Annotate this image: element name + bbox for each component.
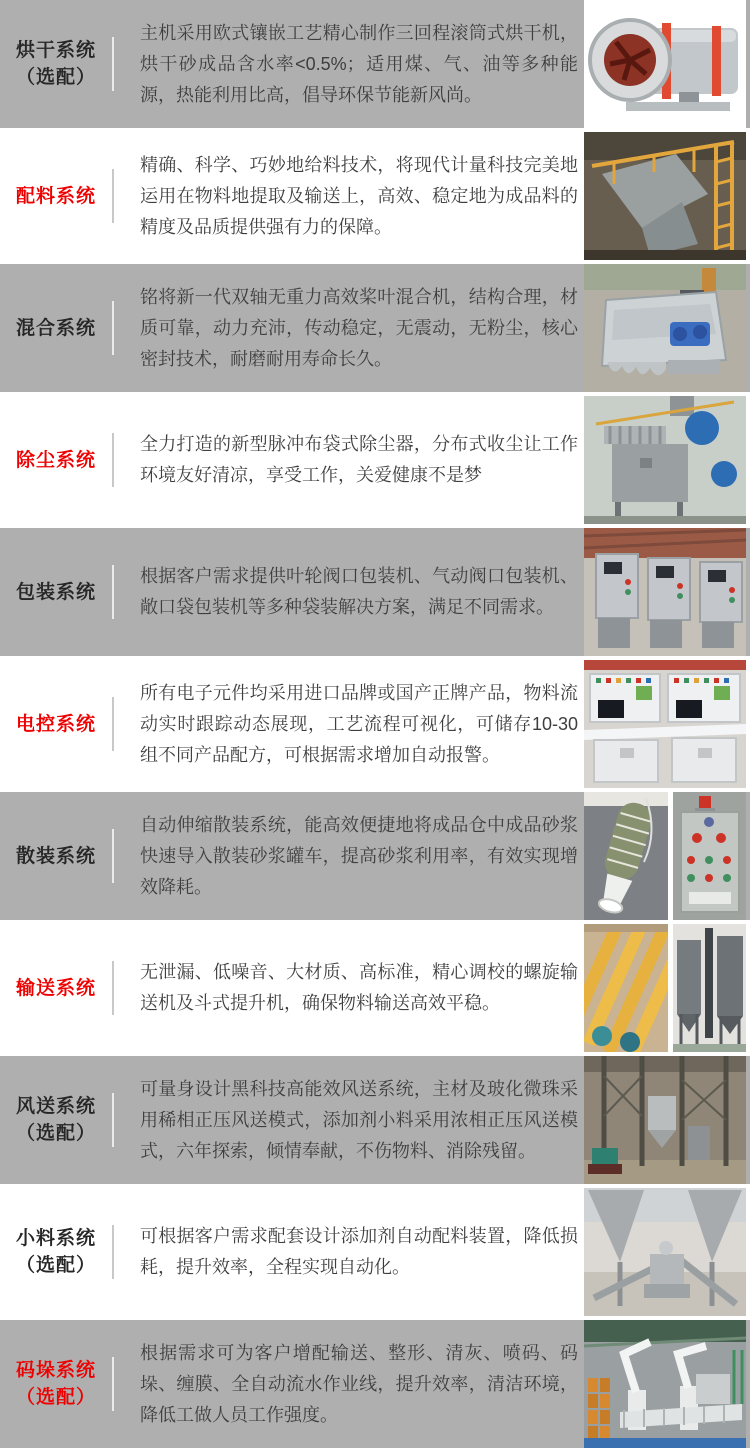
system-title (0, 37, 112, 91)
system-description: 无泄漏、低噪音、大材质、高标准，精心调校的螺旋输送机及斗式提升机，确保物料输送高效平稳。 (140, 962, 578, 1013)
system-title-line1: 码垛系统 (15, 1360, 96, 1381)
system-title-line1: 散装系统 (15, 845, 96, 867)
system-description: 精确、科学、巧妙地给料技术，将现代计量科技完美地运用在物料地提取及输送上，高效、稳定地为成品料的精度及品质提供强有力的保障。 (140, 154, 578, 237)
electric-control-panels-photo (584, 660, 746, 788)
additive-dosing-system-photo (584, 1188, 746, 1316)
pulse-bag-dust-collector-photo (584, 396, 746, 524)
section-bulk-loading-system (0, 792, 750, 920)
system-title-line1: 烘干系统 (15, 40, 96, 61)
batching-system-photo (584, 132, 746, 260)
system-title-line1: 配料系统 (15, 185, 96, 207)
screw-conveyors-photo (584, 924, 668, 1052)
system-title-line1: 包装系统 (15, 581, 96, 603)
system-title (0, 1225, 112, 1279)
system-title-line1: 输送系统 (15, 977, 96, 999)
system-title-line2: （选配） (15, 1387, 96, 1408)
system-title (0, 975, 112, 1002)
telescopic-bulk-loading-chute-photo (584, 792, 668, 920)
system-title (0, 843, 112, 870)
silo-bucket-elevator-photo (673, 924, 746, 1052)
system-description: 自动伸缩散装系统，能高效便捷地将成品仓中成品砂浆快速导入散装砂浆罐车，提高砂浆利用率，有效实现增效降耗。 (140, 814, 578, 897)
section-mixing-system (0, 264, 750, 392)
palletizing-robots-photo (584, 1320, 746, 1448)
system-description: 可量身设计黑科技高能效风送系统，主材及玻化微珠采用稀相正压风送模式，添加剂小料采用浓相正压风送模式，六年探索，倾情奉献，不伤物料、消除残留。 (140, 1078, 578, 1161)
system-description: 主机采用欧式镶嵌工艺精心制作三回程滚筒式烘干机，烘干砂成品含水率<0.5%；适用煤、气、油等多种能源，热能利用比高，倡导环保节能新风尚。 (140, 22, 578, 105)
system-title-line1: 电控系统 (15, 713, 96, 735)
system-description: 铭将新一代双轴无重力高效桨叶混合机，结构合理，材质可靠，动力充沛，传动稳定，无震动，无粉尘，核心密封技术，耐磨耐用寿命长久。 (140, 286, 578, 369)
section-conveying-system (0, 924, 750, 1052)
section-drying-system (0, 0, 750, 128)
system-title (0, 315, 112, 342)
bulk-loading-control-panel-photo (673, 792, 746, 920)
section-palletizing-system (0, 1320, 750, 1448)
system-title-line2: （选配） (15, 1123, 96, 1144)
valve-port-packing-machines-photo (584, 528, 746, 656)
section-additive-system (0, 1188, 750, 1316)
system-description: 可根据客户需求配套设计添加剂自动配料装置，降低损耗，提升效率，全程实现自动化。 (140, 1226, 578, 1277)
pneumatic-conveying-plant-photo (584, 1056, 746, 1184)
system-description: 根据需求可为客户增配输送、整形、清灰、喷码、码垛、缠膜、全自动流水作业线，提升效率，清洁环境，降低工做人员工作强度。 (140, 1342, 578, 1425)
system-description: 所有电子元件均采用进口品牌或国产正牌产品，物料流动实时跟踪动态展现，工艺流程可视化，可储存10-30组不同产品配方，可根据需求增加自动报警。 (140, 682, 578, 765)
system-description: 全力打造的新型脉冲布袋式除尘器，分布式收尘让工作环境友好清凉，享受工作，关爱健康不是梦 (140, 434, 578, 485)
system-title (0, 447, 112, 474)
system-title-line2: （选配） (15, 67, 96, 88)
system-title (0, 579, 112, 606)
system-title-line1: 混合系统 (15, 317, 96, 339)
system-title-line1: 风送系统 (15, 1096, 96, 1117)
system-title (0, 711, 112, 738)
section-packing-system (0, 528, 750, 656)
system-title (0, 1357, 112, 1411)
system-title-line1: 小料系统 (15, 1228, 96, 1249)
section-electric-control-system (0, 660, 750, 788)
system-description: 根据客户需求提供叶轮阀口包装机、气动阀口包装机、敞口袋包装机等多种袋装解决方案，满足不同需求。 (140, 566, 578, 617)
system-title (0, 183, 112, 210)
section-dust-removal-system (0, 396, 750, 524)
section-batching-system (0, 132, 750, 260)
system-title (0, 1093, 112, 1147)
rotary-drum-dryer-photo (584, 0, 746, 128)
system-title-line2: （选配） (15, 1255, 96, 1276)
system-title-line1: 除尘系统 (15, 449, 96, 471)
twin-shaft-paddle-mixer-photo (584, 264, 746, 392)
section-pneumatic-conveying-system (0, 1056, 750, 1184)
